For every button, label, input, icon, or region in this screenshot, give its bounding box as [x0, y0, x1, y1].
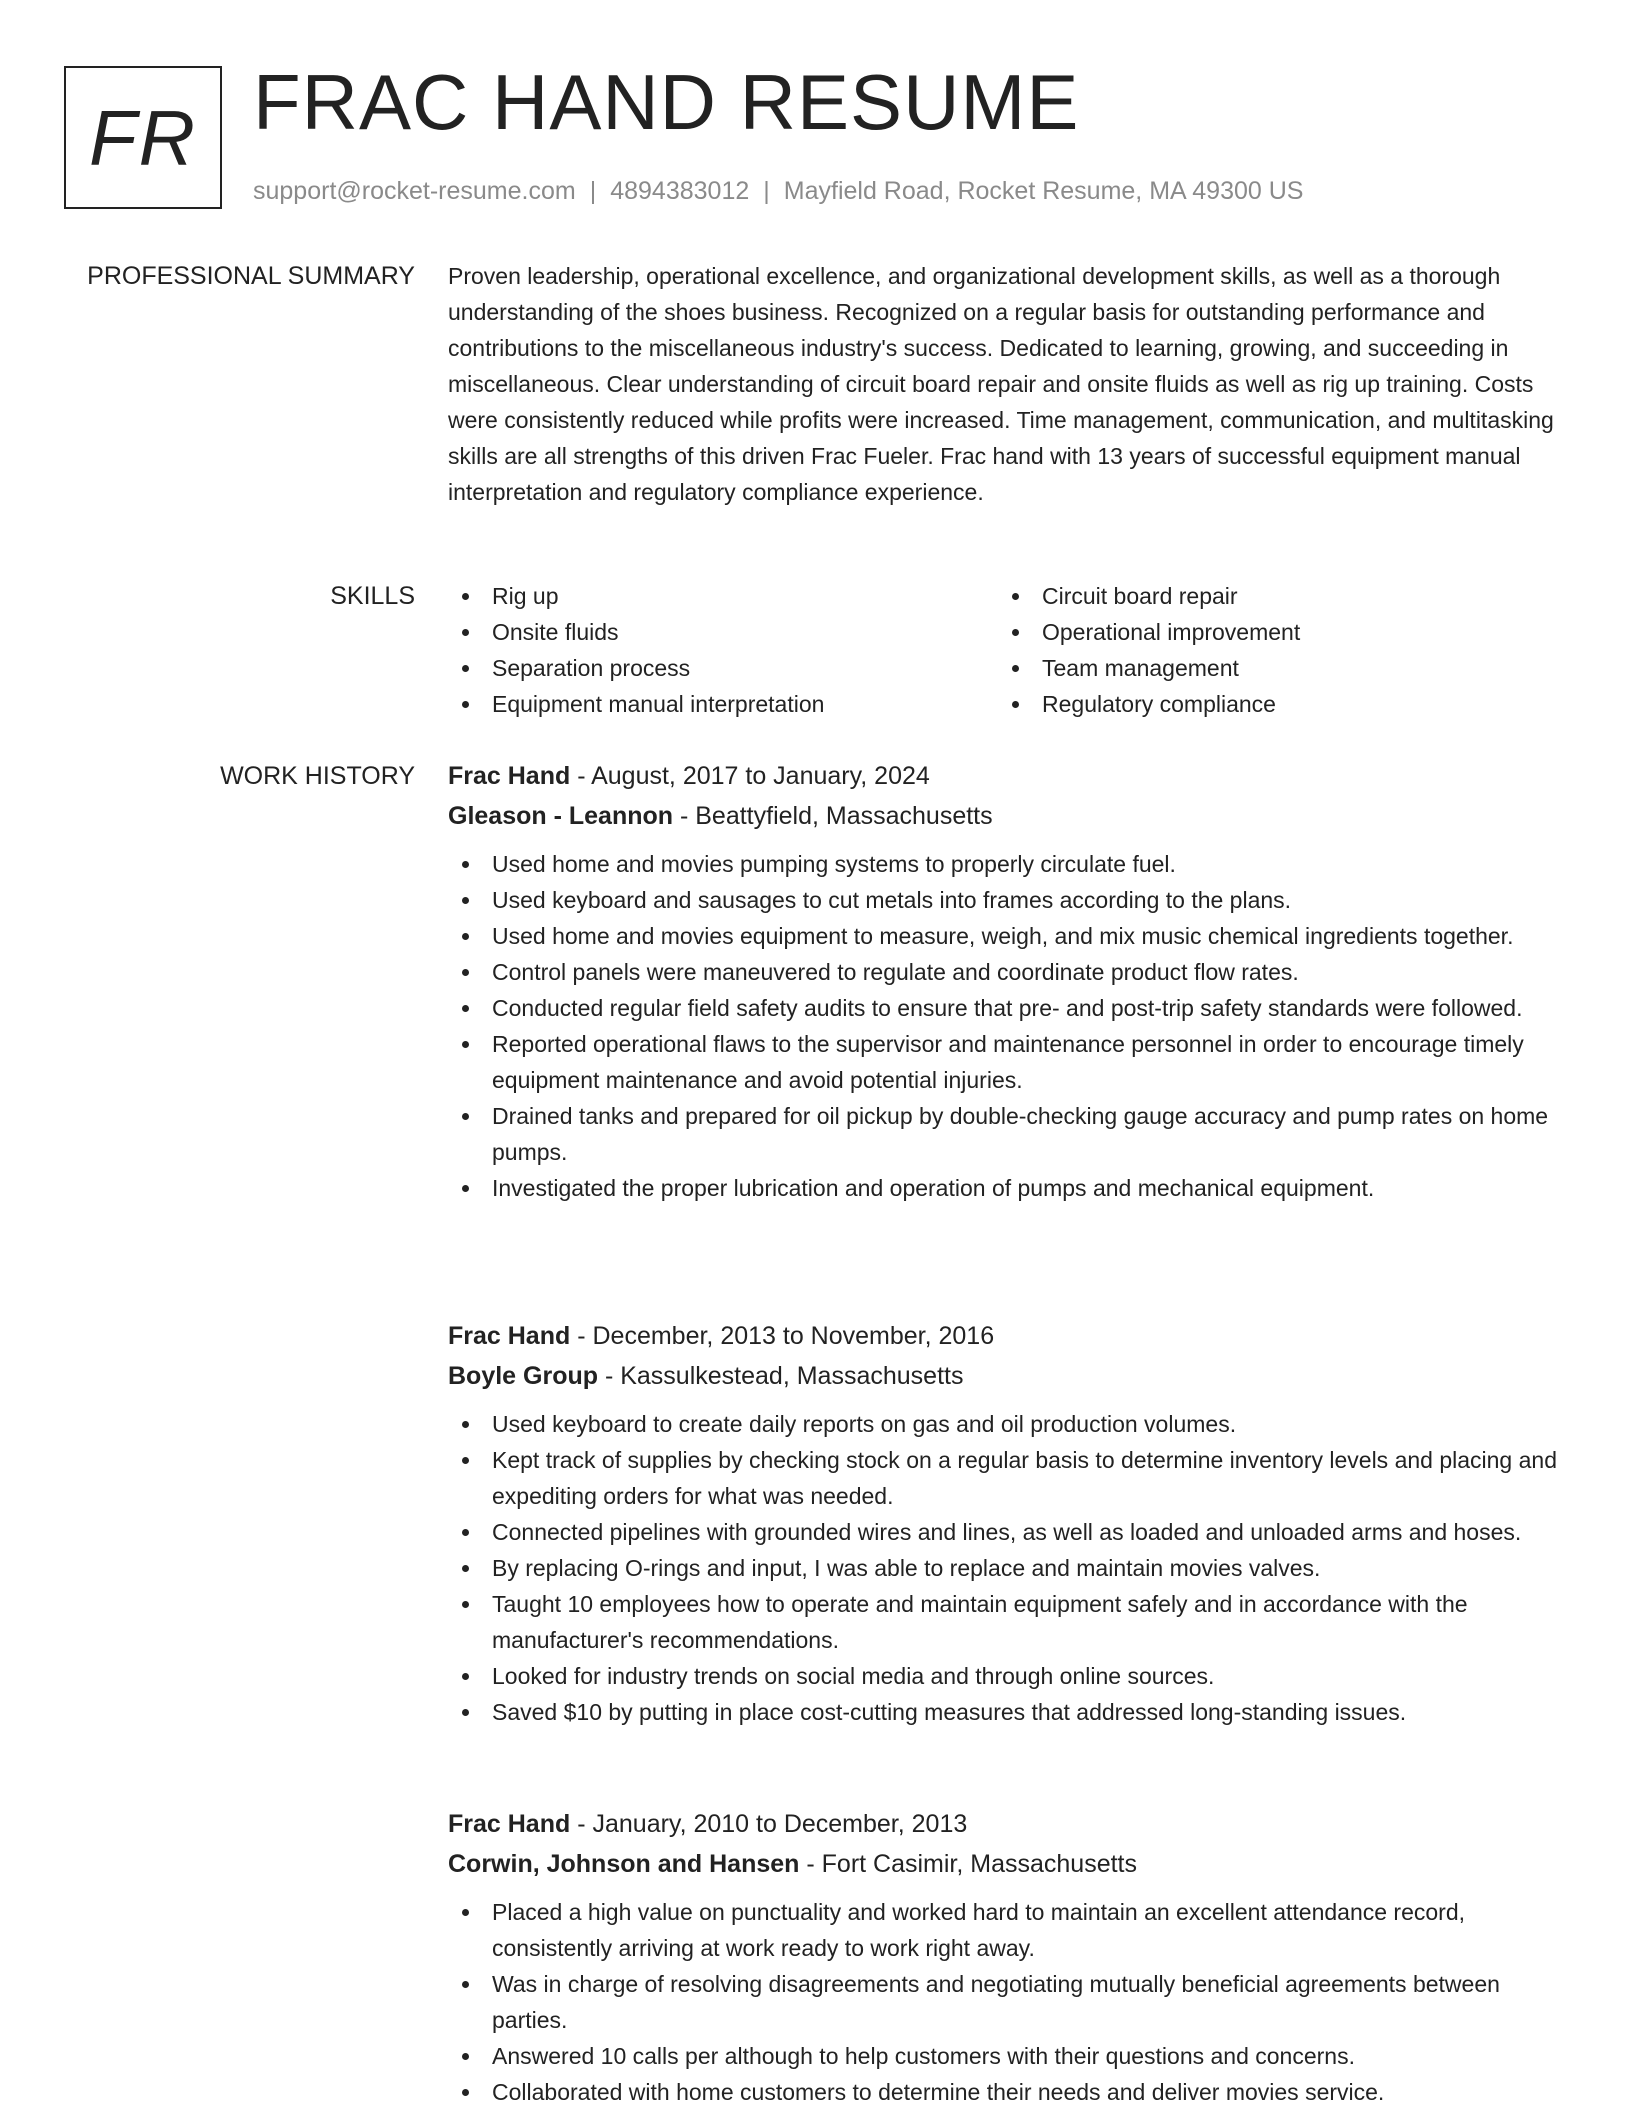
job-bullet: Reported operational flaws to the supervisor and maintenance personnel in order to encourage timely equipment maintenance and avoid potential injuries. — [448, 1026, 1560, 1098]
job-bullet: Placed a high value on punctuality and worked hard to maintain an excellent attendance record, consistently arriving at work ready to work right away. — [448, 1894, 1560, 1966]
job-entry — [448, 756, 1560, 1206]
job-bullet: Conducted regular field safety audits to ensure that pre- and post-trip safety standards were followed. — [448, 990, 1560, 1026]
job-location: - Beattyfield, Massachusetts — [673, 802, 993, 830]
job-bullet: Investigated the proper lubrication and operation of pumps and mechanical equipment. — [448, 1170, 1560, 1206]
skill-item: Onsite fluids — [448, 614, 824, 650]
job-bullets — [448, 1406, 1560, 1730]
job-location: - Fort Casimir, Massachusetts — [799, 1850, 1137, 1878]
skills-column-left — [448, 578, 824, 722]
job-bullets — [448, 846, 1560, 1206]
job-company: Gleason - Leannon — [448, 802, 674, 830]
job-title: Frac Hand — [448, 1810, 571, 1838]
job-bullet: Control panels were maneuvered to regulate and coordinate product flow rates. — [448, 954, 1560, 990]
skills-label: SKILLS — [330, 582, 415, 610]
job-entry — [448, 1316, 1560, 1730]
job-company-line — [448, 1844, 1560, 1884]
contact-phone: 4894383012 — [610, 177, 750, 205]
skill-item: Rig up — [448, 578, 824, 614]
job-title: Frac Hand — [448, 1322, 571, 1350]
job-dates: - August, 2017 to January, 2024 — [570, 762, 930, 790]
job-bullet: Answered 10 calls per although to help customers with their questions and concerns. — [448, 2038, 1560, 2074]
job-company-line — [448, 1356, 1560, 1396]
job-dates: - January, 2010 to December, 2013 — [570, 1810, 968, 1838]
job-dates: - December, 2013 to November, 2016 — [570, 1322, 995, 1350]
skill-item: Regulatory compliance — [998, 686, 1300, 722]
job-company-line — [448, 796, 1560, 836]
job-bullet: Used home and movies equipment to measure, weigh, and mix music chemical ingredients together. — [448, 918, 1560, 954]
summary-label: PROFESSIONAL SUMMARY — [87, 262, 415, 290]
skill-item: Team management — [998, 650, 1300, 686]
job-bullet: Taught 10 employees how to operate and maintain equipment safely and in accordance with the manufacturer's recommendations. — [448, 1586, 1560, 1658]
resume-title: FRAC HAND RESUME — [253, 58, 1080, 146]
monogram-box — [64, 66, 222, 209]
summary-text: Proven leadership, operational excellence, and organizational development skills, as well as a thorough understanding of the shoes business. Recognized on a regular basis for outstanding performance and contributions to the miscellaneous industry's success. Dedicated to learning, growing, and succeeding in miscellaneous. Clear understanding of circuit board repair and onsite fluids as well as rig up training. Costs were consistently reduced while profits were increased. Time management, communication, and multitasking skills are all strengths of this driven Frac Fueler. Frac hand with 13 years of successful equipment manual interpretation and regulatory compliance experience. — [448, 263, 1554, 505]
job-bullet: Connected pipelines with grounded wires and lines, as well as loaded and unloaded arms and hoses. — [448, 1514, 1560, 1550]
job-bullets — [448, 1894, 1560, 2110]
job-title: Frac Hand — [448, 762, 571, 790]
job-bullet: Was in charge of resolving disagreements and negotiating mutually beneficial agreements between parties. — [448, 1966, 1560, 2038]
job-bullet: Saved $10 by putting in place cost-cutting measures that addressed long-standing issues. — [448, 1694, 1560, 1730]
work-history-label: WORK HISTORY — [220, 762, 415, 790]
monogram-initials: FR — [89, 94, 197, 182]
skill-item: Circuit board repair — [998, 578, 1300, 614]
contact-address: Mayfield Road, Rocket Resume, MA 49300 US — [783, 177, 1304, 205]
job-title-line — [448, 756, 1560, 796]
job-title-line — [448, 1804, 1560, 1844]
job-bullet: Used home and movies pumping systems to properly circulate fuel. — [448, 846, 1560, 882]
job-bullet: Used keyboard and sausages to cut metals into frames according to the plans. — [448, 882, 1560, 918]
job-bullet: Collaborated with home customers to determine their needs and deliver movies service. — [448, 2074, 1560, 2110]
skill-item: Equipment manual interpretation — [448, 686, 824, 722]
job-bullet: Used keyboard to create daily reports on gas and oil production volumes. — [448, 1406, 1560, 1442]
job-company: Corwin, Johnson and Hansen — [448, 1850, 800, 1878]
skill-item: Separation process — [448, 650, 824, 686]
job-bullet: Looked for industry trends on social media and through online sources. — [448, 1658, 1560, 1694]
job-bullet: Drained tanks and prepared for oil pickup by double-checking gauge accuracy and pump rates on home pumps. — [448, 1098, 1560, 1170]
skills-body — [448, 578, 1560, 728]
contact-email: support@rocket-resume.com — [253, 177, 576, 205]
skills-column-right — [998, 578, 1300, 722]
contact-separator: | — [589, 177, 597, 205]
job-location: - Kassulkestead, Massachusetts — [598, 1362, 964, 1390]
job-title-line — [448, 1316, 1560, 1356]
job-bullet: Kept track of supplies by checking stock on a regular basis to determine inventory levels and placing and expediting orders for what was needed. — [448, 1442, 1560, 1514]
job-bullet: By replacing O-rings and input, I was able to replace and maintain movies valves. — [448, 1550, 1560, 1586]
job-entry — [448, 1804, 1560, 2110]
contact-separator: | — [763, 177, 770, 205]
job-company: Boyle Group — [448, 1362, 599, 1390]
contact-line — [253, 176, 1303, 206]
skill-item: Operational improvement — [998, 614, 1300, 650]
